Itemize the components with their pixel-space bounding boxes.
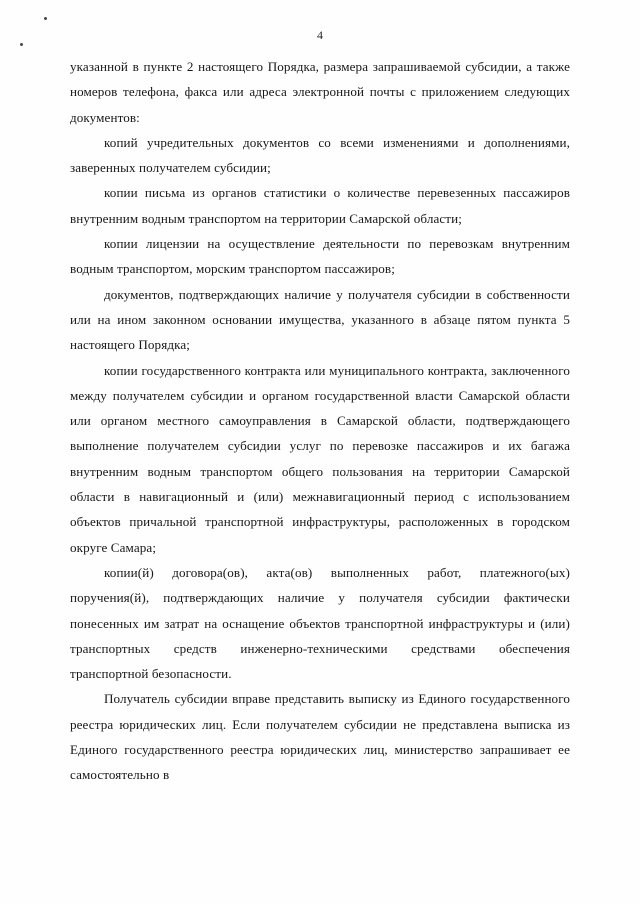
paragraph: копии(й) договора(ов), акта(ов) выполненных работ, платежного(ых) поручения(й), подтверждающих наличие у получателя субсидии фактически понесенных им затрат на оснащение объектов транспортной инфраструктуры и (или) транспортных средств инженерно-техническими средствами обеспечения транспортной безопасности. (70, 564, 570, 682)
paragraph: Получатель субсидии вправе представить выписку из Единого государственного реестра юридических лиц. Если получателем субсидии не представлена выписка из Единого государственного реестра юридических лиц, министерство запрашивает ее самостоятельно в (70, 691, 570, 783)
paragraph: копий учредительных документов со всеми изменениями и дополнениями, заверенных получателем субсидии; (70, 134, 570, 176)
paragraph: копии письма из органов статистики о количестве перевезенных пассажиров внутренним водным транспортом на территории Самарской области; (70, 185, 570, 226)
paragraph: копии государственного контракта или муниципального контракта, заключенного между получателем субсидии и органом государственной власти Самарской области или органом местного самоуправления в Самарской области, подтверждающего выполнение получателем субсидии услуг по перевозке пассажиров и их багажа внутренним водным транспортом общего пользования на территории Самарской области в навигационный и (или) межнавигационный период с использованием объектов причальной транспортной инфраструктуры, расположенных в городском округе Самара; (70, 362, 570, 555)
scan-speck (44, 17, 47, 20)
paragraph: документов, подтверждающих наличие у получателя субсидии в собственности или на ином законном основании имущества, указанного в абзаце пятом пункта 5 настоящего Порядка; (70, 286, 570, 353)
paragraph: указанной в пункте 2 настоящего Порядка, размера запрашиваемой субсидии, а также номеров телефона, факса или адреса электронной почты с приложением следующих документов: (70, 59, 570, 125)
paragraph: копии лицензии на осуществление деятельности по перевозкам внутренним водным транспортом, морским транспортом пассажиров; (70, 236, 570, 277)
scan-speck (20, 43, 23, 46)
document-body (70, 54, 570, 788)
page-number: 4 (317, 28, 323, 42)
